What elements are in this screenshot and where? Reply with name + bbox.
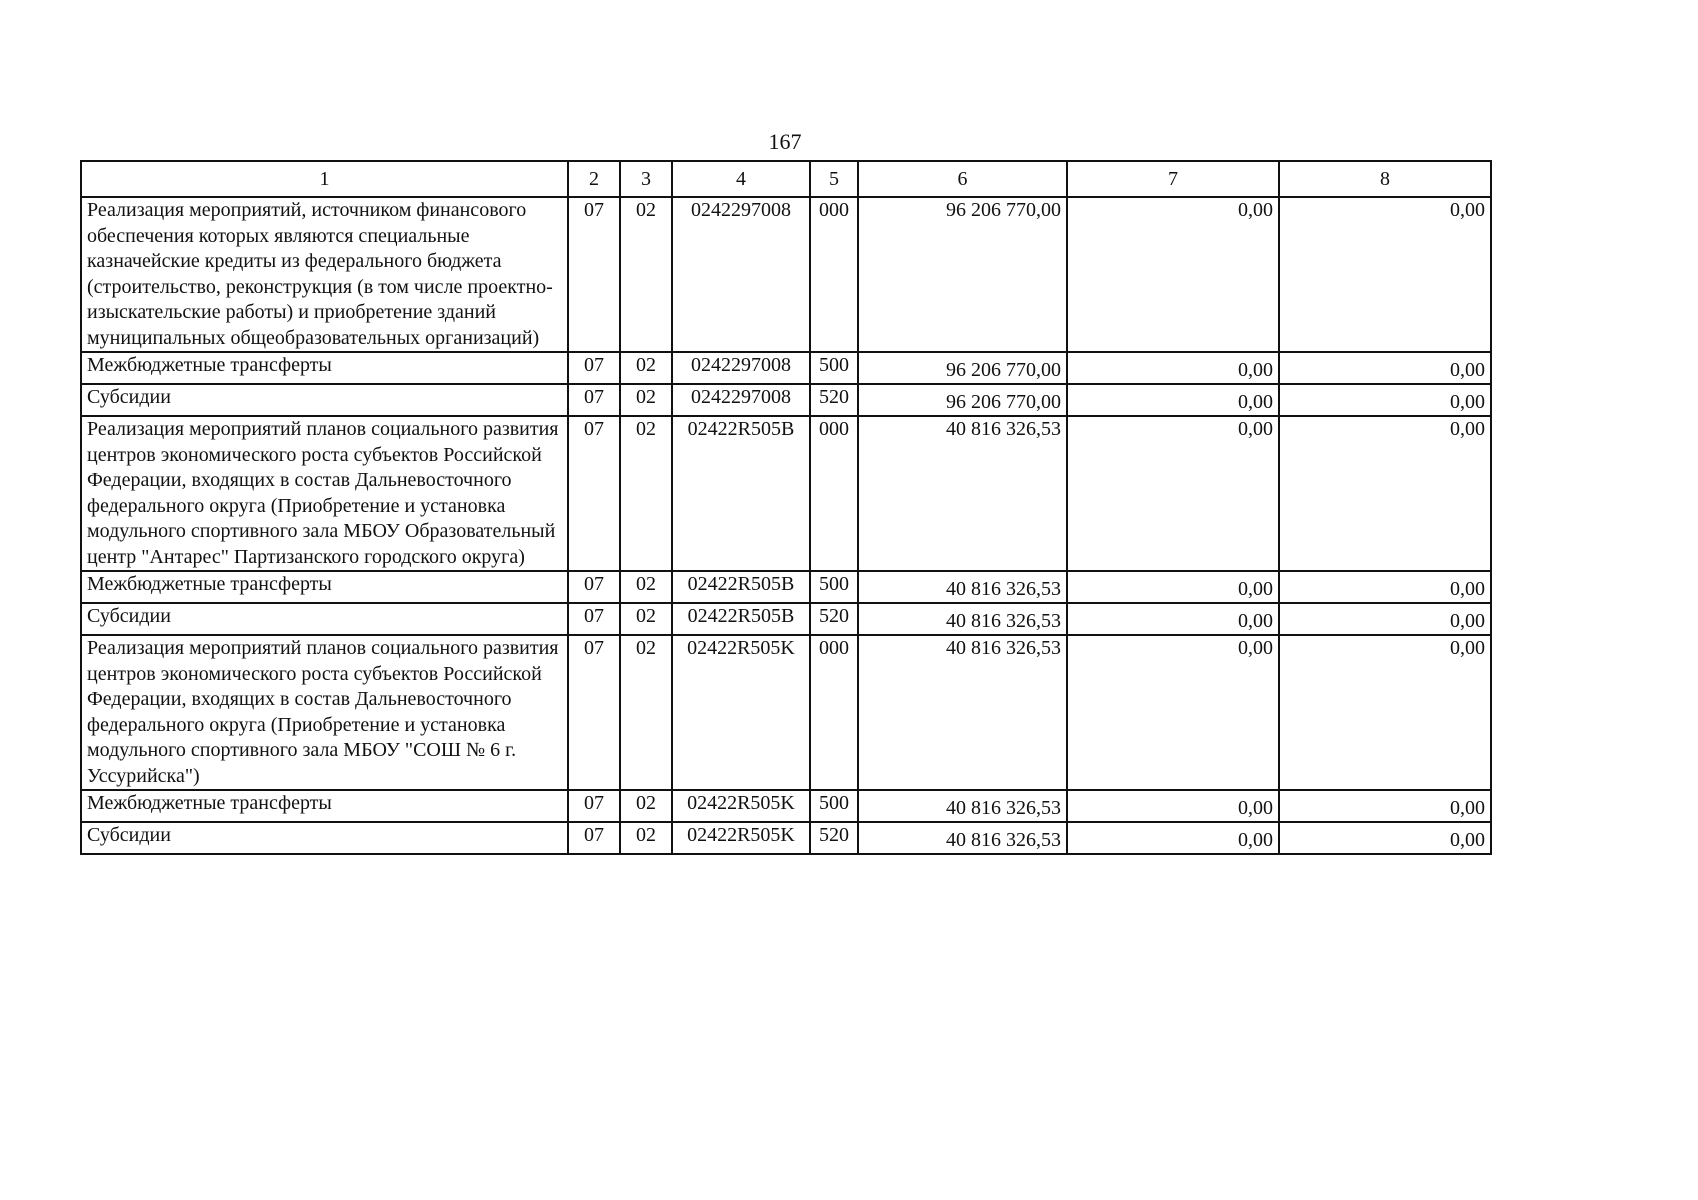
table-row (81, 384, 1491, 416)
amount-col6: 96 206 770,00 (858, 384, 1067, 416)
amount-col8: 0,00 (1279, 822, 1491, 854)
row-name: Субсидии (81, 603, 568, 635)
subsection-code: 02 (620, 197, 672, 352)
section-code: 07 (568, 352, 620, 384)
amount-col8: 0,00 (1279, 571, 1491, 603)
expense-type-code: 520 (810, 603, 858, 635)
section-code: 07 (568, 822, 620, 854)
subsection-code: 02 (620, 571, 672, 603)
amount-col8: 0,00 (1279, 790, 1491, 822)
target-article-code: 02422R505B (672, 416, 810, 571)
target-article-code: 0242297008 (672, 384, 810, 416)
subsection-code: 02 (620, 384, 672, 416)
target-article-code: 02422R505K (672, 635, 810, 790)
amount-col6: 96 206 770,00 (858, 352, 1067, 384)
subsection-code: 02 (620, 416, 672, 571)
expense-type-code: 520 (810, 384, 858, 416)
target-article-code: 0242297008 (672, 197, 810, 352)
amount-col7: 0,00 (1067, 416, 1279, 571)
section-code: 07 (568, 790, 620, 822)
amount-col6: 40 816 326,53 (858, 603, 1067, 635)
amount-col7: 0,00 (1067, 571, 1279, 603)
expense-type-code: 520 (810, 822, 858, 854)
row-name: Реализация мероприятий планов социального развития центров экономического роста субъектов Российской Федерации, входящих в состав Дальневосточного федерального округа (Приобретение и установка модульного спортивного зала МБОУ Образовательный центр "Антарес" Партизанского городского округа) (81, 416, 568, 571)
section-code: 07 (568, 384, 620, 416)
amount-col7: 0,00 (1067, 197, 1279, 352)
amount-col7: 0,00 (1067, 822, 1279, 854)
amount-col8: 0,00 (1279, 352, 1491, 384)
table-row (81, 790, 1491, 822)
header-cell: 2 (568, 161, 620, 197)
page-number: 167 (768, 129, 802, 154)
table-row (81, 603, 1491, 635)
budget-table (80, 160, 1492, 855)
amount-col6: 40 816 326,53 (858, 635, 1067, 790)
header-cell: 1 (81, 161, 568, 197)
subsection-code: 02 (620, 603, 672, 635)
row-name: Субсидии (81, 384, 568, 416)
table-row (81, 571, 1491, 603)
amount-col7: 0,00 (1067, 790, 1279, 822)
row-name: Межбюджетные трансферты (81, 352, 568, 384)
header-row (81, 161, 1491, 197)
target-article-code: 0242297008 (672, 352, 810, 384)
expense-type-code: 500 (810, 571, 858, 603)
expense-type-code: 000 (810, 635, 858, 790)
row-name: Субсидии (81, 822, 568, 854)
target-article-code: 02422R505B (672, 603, 810, 635)
header-cell: 5 (810, 161, 858, 197)
header-cell: 6 (858, 161, 1067, 197)
expense-type-code: 500 (810, 352, 858, 384)
table-row (81, 822, 1491, 854)
amount-col8: 0,00 (1279, 197, 1491, 352)
table-row (81, 635, 1491, 790)
subsection-code: 02 (620, 635, 672, 790)
amount-col8: 0,00 (1279, 635, 1491, 790)
section-code: 07 (568, 571, 620, 603)
header-cell: 4 (672, 161, 810, 197)
expense-type-code: 000 (810, 416, 858, 571)
amount-col7: 0,00 (1067, 352, 1279, 384)
amount-col6: 40 816 326,53 (858, 790, 1067, 822)
amount-col8: 0,00 (1279, 603, 1491, 635)
subsection-code: 02 (620, 352, 672, 384)
section-code: 07 (568, 416, 620, 571)
table-row (81, 416, 1491, 571)
subsection-code: 02 (620, 822, 672, 854)
header-cell: 8 (1279, 161, 1491, 197)
expense-type-code: 500 (810, 790, 858, 822)
row-name: Межбюджетные трансферты (81, 571, 568, 603)
table-row (81, 352, 1491, 384)
table-row (81, 197, 1491, 352)
header-cell: 7 (1067, 161, 1279, 197)
row-name: Реализация мероприятий планов социального развития центров экономического роста субъектов Российской Федерации, входящих в состав Дальневосточного федерального округа (Приобретение и установка модульного спортивного зала МБОУ "СОШ № 6 г. Уссурийска") (81, 635, 568, 790)
amount-col8: 0,00 (1279, 416, 1491, 571)
expense-type-code: 000 (810, 197, 858, 352)
amount-col6: 40 816 326,53 (858, 571, 1067, 603)
target-article-code: 02422R505B (672, 571, 810, 603)
amount-col8: 0,00 (1279, 384, 1491, 416)
amount-col7: 0,00 (1067, 603, 1279, 635)
amount-col6: 96 206 770,00 (858, 197, 1067, 352)
target-article-code: 02422R505K (672, 790, 810, 822)
amount-col6: 40 816 326,53 (858, 416, 1067, 571)
target-article-code: 02422R505K (672, 822, 810, 854)
subsection-code: 02 (620, 790, 672, 822)
header-cell: 3 (620, 161, 672, 197)
row-name: Реализация мероприятий, источником финансового обеспечения которых являются специальные казначейские кредиты из федерального бюджета (строительство, реконструкция (в том числе проектно-изыскательские работы) и приобретение зданий муниципальных общеобразовательных организаций) (81, 197, 568, 352)
section-code: 07 (568, 603, 620, 635)
row-name: Межбюджетные трансферты (81, 790, 568, 822)
amount-col7: 0,00 (1067, 635, 1279, 790)
amount-col7: 0,00 (1067, 384, 1279, 416)
section-code: 07 (568, 197, 620, 352)
amount-col6: 40 816 326,53 (858, 822, 1067, 854)
section-code: 07 (568, 635, 620, 790)
